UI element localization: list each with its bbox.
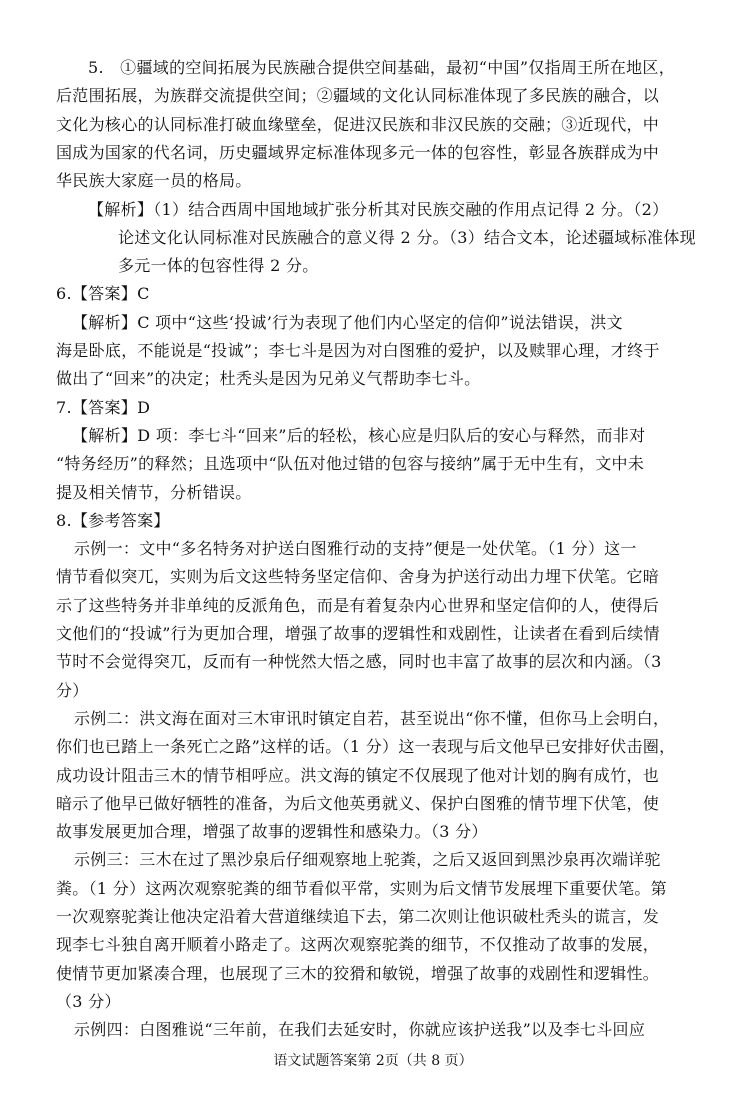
q8-example1-line-5: 节时不会觉得突兀，反而有一种恍然大悟之感，同时也丰富了故事的层次和内涵。（3 — [56, 652, 662, 671]
q5-line-4: 国成为国家的代名词，历史疆域界定标准体现多元一体的包容性，彰显各族群成为中 — [56, 143, 660, 162]
q8-example3-line-4: 现李七斗独自离开顺着小路走了。这两次观察驼粪的细节，不仅推动了故事的发展， — [56, 935, 660, 954]
q5-analysis-line-1: 【解析】（1）结合西周中国地域扩张分析其对民族交融的作用点记得 2 分。（2） — [88, 200, 669, 219]
q5-analysis-line-3: 多元一体的包容性得 2 分。 — [118, 256, 319, 275]
q8-example1-line-1: 示例一：文中“多名特务对护送白图雅行动的支持”便是一处伏笔。（1 分）这一 — [74, 539, 637, 558]
q6-analysis-line-1: 【解析】C 项中“这些‘投诚’行为表现了他们内心坚定的信仰”说法错误，洪文 — [72, 313, 623, 332]
q8-example3-line-2: 粪。（1 分）这两次观察驼粪的细节看似平常，实则为后文情节发展埋下重要伏笔。第 — [56, 879, 667, 898]
q5-line-3: 文化为核心的认同标准打破血缘壁垒，促进汉民族和非汉民族的交融；③近现代，中 — [56, 115, 660, 134]
q8-example3-line-6: （3 分） — [56, 992, 121, 1011]
q8-example4-line-1: 示例四：白图雅说“三年前，在我们去延安时，你就应该护送我”以及李七斗回应 — [74, 1020, 646, 1039]
q8-example2-line-2: 你们也已踏上一条死亡之路”这样的话。（1 分）这一表现与后文他早已安排好伏击圈， — [56, 737, 676, 756]
q7-analysis-line-3: 提及相关情节，分析错误。 — [56, 483, 252, 502]
q8-example2-line-3: 成功设计阻击三木的情节相呼应。洪文海的镇定不仅展现了他对计划的胸有成竹，也 — [56, 766, 660, 785]
q6-analysis-line-2: 海是卧底，不能说是“投诚”；李七斗是因为对白图雅的爱护，以及赎罪心理，才终于 — [56, 341, 660, 360]
q8-example3-line-1: 示例三：三木在过了黑沙泉后仔细观察地上驼粪，之后又返回到黑沙泉再次端详驼 — [74, 850, 661, 869]
q8-example1-line-6: 分） — [56, 681, 89, 700]
page-footer: 语文试题答案第 2页（共 8 页） — [273, 1053, 473, 1069]
q8-example2-line-4: 暗示了他早已做好牺牲的准备，为后文他英勇就义、保护白图雅的情节埋下伏笔，使 — [56, 794, 660, 813]
q8-title: 8.【参考答案】 — [56, 511, 170, 530]
q6-analysis-line-3: 做出了“回来”的决定；杜秃头是因为兄弟义气帮助李七斗。 — [56, 369, 481, 388]
q7-answer: 7.【答案】D — [56, 398, 151, 417]
q8-example1-line-4: 文他们的“投诚”行为更加合理，增强了故事的逻辑性和戏剧性，让读者在看到后续情 — [56, 624, 660, 643]
q7-analysis-line-2: “特务经历”的释然；且选项中“队伍对他过错的包容与接纳”属于无中生有，文中未 — [56, 454, 645, 473]
q5-line-5: 华民族大家庭一员的格局。 — [56, 171, 252, 190]
q5-analysis-line-2: 论述文化认同标准对民族融合的意义得 2 分。（3）结合文本，论述疆域标准体现 — [118, 228, 696, 247]
q8-example2-line-1: 示例二：洪文海在面对三木审讯时镇定自若，甚至说出“你不懂，但你马上会明白， — [74, 709, 670, 728]
q8-example1-line-3: 示了这些特务并非单纯的反派角色，而是有着复杂内心世界和坚定信仰的人，使得后 — [56, 596, 660, 615]
q8-example3-line-3: 一次观察驼粪让他决定沿着大营道继续追下去，第二次则让他识破杜秃头的谎言，发 — [56, 907, 660, 926]
q5-line-2: 后范围拓展，为族群交流提供空间；②疆域的文化认同标准体现了多民族的融合，以 — [56, 86, 660, 105]
q6-answer: 6.【答案】C — [56, 284, 150, 303]
q8-example3-line-5: 使情节更加紧凑合理，也展现了三木的狡猾和敏锐，增强了故事的戏剧性和逻辑性。 — [56, 964, 660, 983]
q7-analysis-line-1: 【解析】D 项：李七斗“回来”后的轻松，核心应是归队后的安心与释然，而非对 — [72, 426, 646, 445]
q8-example2-line-5: 故事发展更加合理，增强了故事的逻辑性和感染力。（3 分） — [56, 822, 488, 841]
q8-example1-line-2: 情节看似突兀，实则为后文这些特务坚定信仰、舍身为护送行动出力埋下伏笔。它暗 — [56, 567, 660, 586]
q5-line-1: 5. ①疆域的空间拓展为民族融合提供空间基础，最初“中国”仅指周王所在地区， — [88, 58, 676, 77]
